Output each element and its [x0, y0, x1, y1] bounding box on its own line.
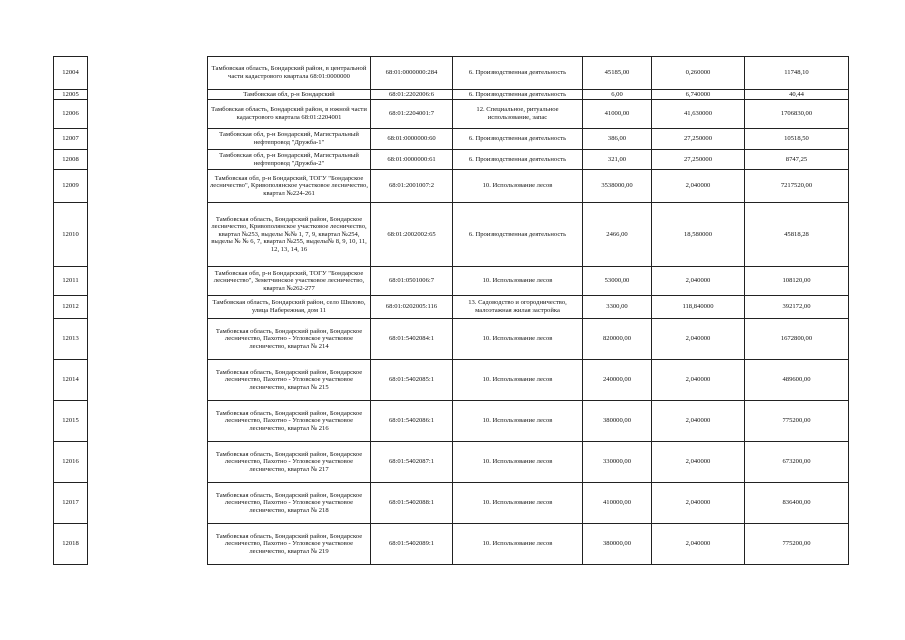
table-row: [54, 203, 849, 267]
row-purpose: 10. Использование лесов: [453, 401, 583, 442]
row-rate: 2,040000: [652, 319, 745, 360]
blank-column: [88, 442, 208, 483]
blank-column: [88, 203, 208, 267]
row-cadastral-number: 68:01:2002002:65: [371, 203, 453, 267]
table-row: [54, 170, 849, 203]
blank-column: [88, 267, 208, 296]
row-value: 1706830,00: [745, 100, 849, 129]
row-area: 6,00: [583, 90, 652, 100]
row-rate: 0,260000: [652, 57, 745, 90]
row-rate: 2,040000: [652, 483, 745, 524]
row-area: 3300,00: [583, 296, 652, 319]
row-value: 8747,25: [745, 150, 849, 170]
row-address: Тамбовская обл, р-н Бондарский, ТОГУ "Бондарское лесничество", Кривополянское участковое лесничество, квартал №224-261: [208, 170, 371, 203]
row-number: 12005: [54, 90, 88, 100]
table-row: [54, 360, 849, 401]
row-area: 386,00: [583, 129, 652, 150]
table-row: [54, 401, 849, 442]
row-purpose: 6. Производственная деятельность: [453, 203, 583, 267]
row-purpose: 6. Производственная деятельность: [453, 129, 583, 150]
row-cadastral-number: 68:01:0501006:7: [371, 267, 453, 296]
row-value: 775200,00: [745, 524, 849, 565]
row-rate: 2,040000: [652, 524, 745, 565]
row-purpose: 10. Использование лесов: [453, 360, 583, 401]
row-area: 3538000,00: [583, 170, 652, 203]
row-purpose: 13. Садоводство и огородничество, малоэтажная жилая застройка: [453, 296, 583, 319]
row-area: 53000,00: [583, 267, 652, 296]
row-number: 12012: [54, 296, 88, 319]
row-purpose: 10. Использование лесов: [453, 170, 583, 203]
row-rate: 2,040000: [652, 442, 745, 483]
row-rate: 118,840000: [652, 296, 745, 319]
row-cadastral-number: 68:01:2001007:2: [371, 170, 453, 203]
row-cadastral-number: 68:01:5402087:1: [371, 442, 453, 483]
table-row: [54, 150, 849, 170]
row-address: Тамбовская обл, р-н Бондарский, Магистральный нефтепровод "Дружба-1": [208, 129, 371, 150]
row-number: 12008: [54, 150, 88, 170]
row-address: Тамбовская область, Бондарский район, в центральной части кадастрового квартала 68:01:0000000: [208, 57, 371, 90]
row-number: 12016: [54, 442, 88, 483]
blank-column: [88, 524, 208, 565]
row-purpose: 6. Производственная деятельность: [453, 90, 583, 100]
row-value: 775200,00: [745, 401, 849, 442]
blank-column: [88, 401, 208, 442]
row-cadastral-number: 68:01:2202006:6: [371, 90, 453, 100]
row-cadastral-number: 68:01:0000000:61: [371, 150, 453, 170]
row-value: 392172,00: [745, 296, 849, 319]
row-purpose: 6. Производственная деятельность: [453, 57, 583, 90]
table-row: [54, 129, 849, 150]
row-rate: 6,740000: [652, 90, 745, 100]
row-value: 108120,00: [745, 267, 849, 296]
blank-column: [88, 319, 208, 360]
row-area: 240000,00: [583, 360, 652, 401]
row-value: 11748,10: [745, 57, 849, 90]
row-number: 12015: [54, 401, 88, 442]
row-address: Тамбовская область, Бондарский район, Бондарское лесничество, Пахотно - Угловское участковое лесничество, квартал № 217: [208, 442, 371, 483]
row-number: 12014: [54, 360, 88, 401]
blank-column: [88, 360, 208, 401]
blank-column: [88, 296, 208, 319]
row-address: Тамбовская область, Бондарский район, Бондарское лесничество, Пахотно - Угловское участковое лесничество, квартал № 216: [208, 401, 371, 442]
table-body: [54, 57, 849, 565]
cadastral-value-table: [53, 56, 849, 565]
row-address: Тамбовская обл, р-н Бондарский, ТОГУ "Бондарское лесничество", Земетчинское участковое лесничество, квартал №262-277: [208, 267, 371, 296]
row-rate: 2,040000: [652, 267, 745, 296]
table-row: [54, 442, 849, 483]
row-area: 330000,00: [583, 442, 652, 483]
blank-column: [88, 57, 208, 90]
row-value: 1672800,00: [745, 319, 849, 360]
row-number: 12004: [54, 57, 88, 90]
row-address: Тамбовская область, Бондарский район, Бондарское лесничество, Пахотно - Угловское участковое лесничество, квартал № 215: [208, 360, 371, 401]
row-number: 12010: [54, 203, 88, 267]
table-row: [54, 57, 849, 90]
row-purpose: 6. Производственная деятельность: [453, 150, 583, 170]
row-cadastral-number: 68:01:0202005:116: [371, 296, 453, 319]
row-rate: 41,630000: [652, 100, 745, 129]
row-cadastral-number: 68:01:5402088:1: [371, 483, 453, 524]
row-purpose: 12. Специальное, ритуальное использование, запас: [453, 100, 583, 129]
row-address: Тамбовская область, Бондарский район, село Шилово, улица Набережная, дом 11: [208, 296, 371, 319]
row-number: 12017: [54, 483, 88, 524]
row-rate: 2,040000: [652, 401, 745, 442]
row-number: 12011: [54, 267, 88, 296]
table-row: [54, 483, 849, 524]
row-number: 12007: [54, 129, 88, 150]
row-address: Тамбовская область, Бондарский район, Бондарское лесничество, Пахотно - Угловское участковое лесничество, квартал № 214: [208, 319, 371, 360]
row-area: 380000,00: [583, 401, 652, 442]
row-cadastral-number: 68:01:5402086:1: [371, 401, 453, 442]
table-row: [54, 100, 849, 129]
row-address: Тамбовская область, Бондарский район, Бондарское лесничество, Пахотно - Угловское участковое лесничество, квартал № 218: [208, 483, 371, 524]
row-address: Тамбовская обл, р-н Бондарский, Магистральный нефтепровод "Дружба-2": [208, 150, 371, 170]
row-purpose: 10. Использование лесов: [453, 267, 583, 296]
table-row: [54, 319, 849, 360]
table-row: [54, 524, 849, 565]
row-area: 2466,00: [583, 203, 652, 267]
row-value: 836400,00: [745, 483, 849, 524]
row-value: 40,44: [745, 90, 849, 100]
row-cadastral-number: 68:01:0000000:60: [371, 129, 453, 150]
row-cadastral-number: 68:01:5402084:1: [371, 319, 453, 360]
row-cadastral-number: 68:01:5402085:1: [371, 360, 453, 401]
row-number: 12018: [54, 524, 88, 565]
row-address: Тамбовская область, Бондарский район, Бондарское лесничество, Пахотно - Угловское участковое лесничество, квартал № 219: [208, 524, 371, 565]
blank-column: [88, 100, 208, 129]
blank-column: [88, 170, 208, 203]
table-row: [54, 267, 849, 296]
blank-column: [88, 90, 208, 100]
row-purpose: 10. Использование лесов: [453, 319, 583, 360]
row-area: 41000,00: [583, 100, 652, 129]
row-address: Тамбовская область, Бондарский район, Бондарское лесничество, Кривополянское участковое лесничество, квартал №253, выделы №№ 1, 7, 9, квартал №254, выделы № № 6, 7, квартал №255, выделы№ 8, 9, 10, 11, 12, 13, 14, 16: [208, 203, 371, 267]
row-number: 12006: [54, 100, 88, 129]
row-value: 45818,28: [745, 203, 849, 267]
row-rate: 27,250000: [652, 150, 745, 170]
row-value: 10518,50: [745, 129, 849, 150]
row-value: 673200,00: [745, 442, 849, 483]
row-rate: 2,040000: [652, 170, 745, 203]
row-number: 12013: [54, 319, 88, 360]
table-row: [54, 296, 849, 319]
row-value: 489600,00: [745, 360, 849, 401]
row-number: 12009: [54, 170, 88, 203]
row-area: 45185,00: [583, 57, 652, 90]
row-purpose: 10. Использование лесов: [453, 524, 583, 565]
row-area: 820000,00: [583, 319, 652, 360]
row-cadastral-number: 68:01:0000000:284: [371, 57, 453, 90]
row-cadastral-number: 68:01:2204001:7: [371, 100, 453, 129]
row-area: 410000,00: [583, 483, 652, 524]
row-value: 7217520,00: [745, 170, 849, 203]
row-rate: 2,040000: [652, 360, 745, 401]
row-area: 380000,00: [583, 524, 652, 565]
table-row: [54, 90, 849, 100]
row-purpose: 10. Использование лесов: [453, 483, 583, 524]
row-purpose: 10. Использование лесов: [453, 442, 583, 483]
blank-column: [88, 129, 208, 150]
row-area: 321,00: [583, 150, 652, 170]
row-address: Тамбовская обл, р-н Бондарский: [208, 90, 371, 100]
row-rate: 18,580000: [652, 203, 745, 267]
blank-column: [88, 483, 208, 524]
row-rate: 27,250000: [652, 129, 745, 150]
row-address: Тамбовская область, Бондарский район, в южной части кадастрового квартала 68:01:2204001: [208, 100, 371, 129]
row-cadastral-number: 68:01:5402089:1: [371, 524, 453, 565]
blank-column: [88, 150, 208, 170]
